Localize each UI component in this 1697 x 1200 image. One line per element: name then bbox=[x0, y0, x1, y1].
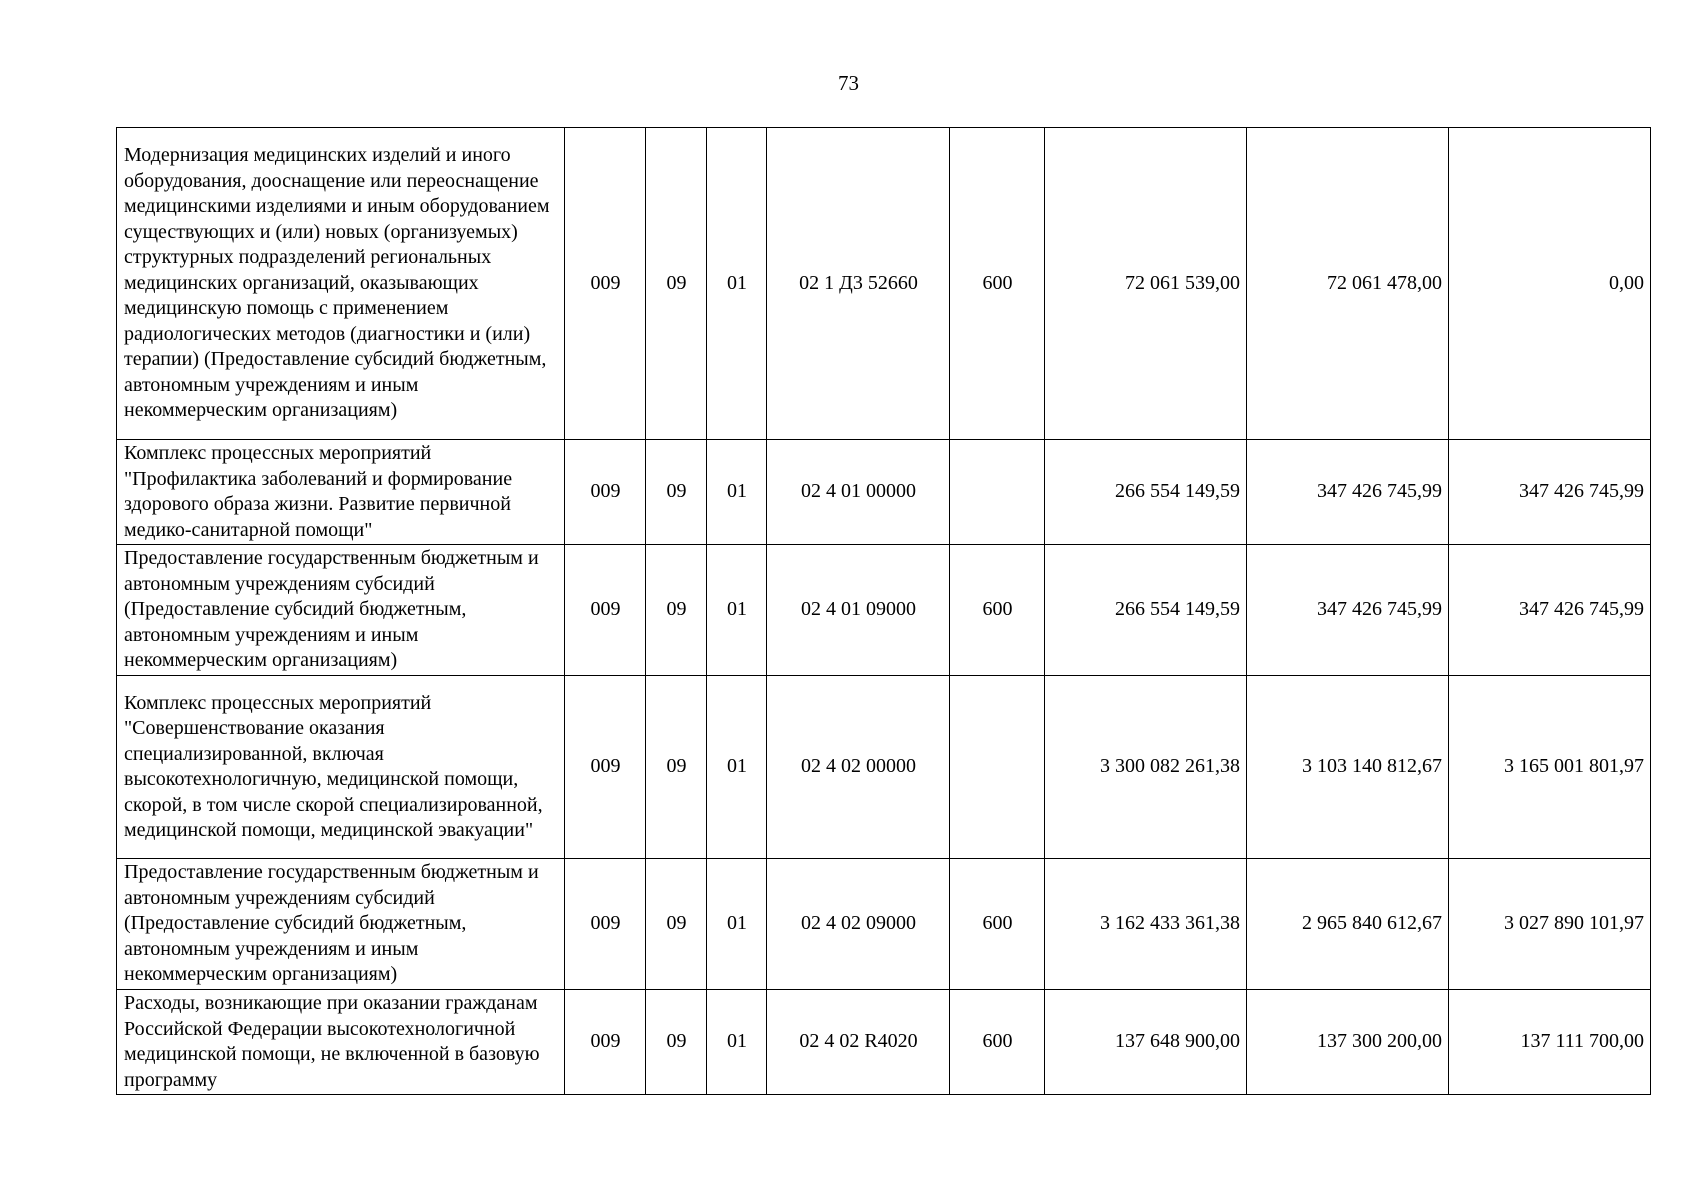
subsection-code: 01 bbox=[707, 545, 767, 676]
target-article-code: 02 4 02 R4020 bbox=[767, 990, 950, 1095]
target-article-code: 02 4 02 09000 bbox=[767, 859, 950, 990]
grbs-code: 009 bbox=[565, 440, 646, 545]
table-row bbox=[117, 676, 1651, 859]
target-article-code: 02 4 01 09000 bbox=[767, 545, 950, 676]
subsection-code: 01 bbox=[707, 440, 767, 545]
section-code: 09 bbox=[646, 128, 707, 440]
amount-year-3: 137 111 700,00 bbox=[1449, 990, 1651, 1095]
expense-type-code: 600 bbox=[950, 128, 1045, 440]
subsection-code: 01 bbox=[707, 676, 767, 859]
amount-year-2: 3 103 140 812,67 bbox=[1247, 676, 1449, 859]
subsection-code: 01 bbox=[707, 859, 767, 990]
row-name: Модернизация медицинских изделий и иного оборудования, дооснащение или переоснащение медицинскими изделиями и иным оборудованием существующих и (или) новых (организуемых) структурных подразделений региональных медицинских организаций, оказывающих медицинскую помощь с применением радиологических методов (диагностики и (или) терапии) (Предоставление субсидий бюджетным, автономным учреждениям и иным некоммерческим организациям) bbox=[117, 128, 565, 440]
table-row bbox=[117, 440, 1651, 545]
amount-year-3: 0,00 bbox=[1449, 128, 1651, 440]
grbs-code: 009 bbox=[565, 676, 646, 859]
table-row bbox=[117, 990, 1651, 1095]
grbs-code: 009 bbox=[565, 859, 646, 990]
page-number: 73 bbox=[838, 71, 859, 95]
grbs-code: 009 bbox=[565, 990, 646, 1095]
grbs-code: 009 bbox=[565, 128, 646, 440]
row-name: Расходы, возникающие при оказании гражданам Российской Федерации высокотехнологичной медицинской помощи, не включенной в базовую программу bbox=[117, 990, 565, 1095]
row-name: Предоставление государственным бюджетным и автономным учреждениям субсидий (Предоставление субсидий бюджетным, автономным учреждениям и иным некоммерческим организациям) bbox=[117, 545, 565, 676]
amount-year-2: 137 300 200,00 bbox=[1247, 990, 1449, 1095]
subsection-code: 01 bbox=[707, 990, 767, 1095]
amount-year-2: 2 965 840 612,67 bbox=[1247, 859, 1449, 990]
amount-year-3: 3 165 001 801,97 bbox=[1449, 676, 1651, 859]
expense-type-code bbox=[950, 676, 1045, 859]
section-code: 09 bbox=[646, 440, 707, 545]
amount-year-3: 347 426 745,99 bbox=[1449, 545, 1651, 676]
expense-type-code: 600 bbox=[950, 859, 1045, 990]
target-article-code: 02 1 Д3 52660 bbox=[767, 128, 950, 440]
amount-year-2: 347 426 745,99 bbox=[1247, 440, 1449, 545]
target-article-code: 02 4 01 00000 bbox=[767, 440, 950, 545]
amount-year-1: 266 554 149,59 bbox=[1045, 440, 1247, 545]
table-row bbox=[117, 859, 1651, 990]
row-name: Комплекс процессных мероприятий "Совершенствование оказания специализированной, включая высокотехнологичную, медицинской помощи, скорой, в том числе скорой специализированной, медицинской помощи, медицинской эвакуации" bbox=[117, 676, 565, 859]
amount-year-1: 72 061 539,00 bbox=[1045, 128, 1247, 440]
amount-year-1: 266 554 149,59 bbox=[1045, 545, 1247, 676]
table-row bbox=[117, 545, 1651, 676]
amount-year-1: 137 648 900,00 bbox=[1045, 990, 1247, 1095]
amount-year-3: 347 426 745,99 bbox=[1449, 440, 1651, 545]
amount-year-1: 3 300 082 261,38 bbox=[1045, 676, 1247, 859]
section-code: 09 bbox=[646, 990, 707, 1095]
table-row bbox=[117, 128, 1651, 440]
amount-year-1: 3 162 433 361,38 bbox=[1045, 859, 1247, 990]
budget-table bbox=[116, 127, 1651, 1095]
section-code: 09 bbox=[646, 676, 707, 859]
grbs-code: 009 bbox=[565, 545, 646, 676]
amount-year-3: 3 027 890 101,97 bbox=[1449, 859, 1651, 990]
expense-type-code bbox=[950, 440, 1045, 545]
expense-type-code: 600 bbox=[950, 990, 1045, 1095]
target-article-code: 02 4 02 00000 bbox=[767, 676, 950, 859]
row-name: Предоставление государственным бюджетным и автономным учреждениям субсидий (Предоставление субсидий бюджетным, автономным учреждениям и иным некоммерческим организациям) bbox=[117, 859, 565, 990]
row-name: Комплекс процессных мероприятий "Профилактика заболеваний и формирование здорового образа жизни. Развитие первичной медико-санитарной помощи" bbox=[117, 440, 565, 545]
section-code: 09 bbox=[646, 545, 707, 676]
section-code: 09 bbox=[646, 859, 707, 990]
amount-year-2: 347 426 745,99 bbox=[1247, 545, 1449, 676]
expense-type-code: 600 bbox=[950, 545, 1045, 676]
subsection-code: 01 bbox=[707, 128, 767, 440]
amount-year-2: 72 061 478,00 bbox=[1247, 128, 1449, 440]
